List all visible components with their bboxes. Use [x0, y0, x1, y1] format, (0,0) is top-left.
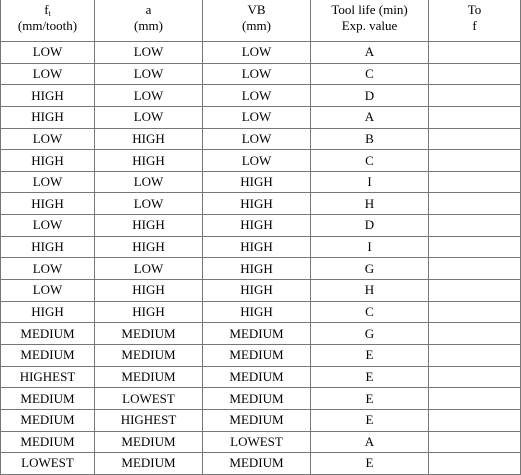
cell-depth: HIGH	[95, 280, 203, 302]
cell-extra	[429, 171, 521, 193]
cell-feed: LOW	[1, 63, 95, 85]
cell-flank-wear: MEDIUM	[203, 388, 311, 410]
cell-extra	[429, 409, 521, 431]
table-row	[1, 63, 521, 85]
cell-depth: HIGH	[95, 236, 203, 258]
cell-tool-life: E	[311, 409, 429, 431]
header-truncated-title: To	[467, 2, 482, 17]
cell-feed: HIGH	[1, 301, 95, 323]
cell-depth: HIGH	[95, 301, 203, 323]
header-feed	[1, 0, 95, 42]
header-flank-wear-symbol: VB	[247, 2, 266, 17]
cell-feed: LOW	[1, 215, 95, 237]
cell-extra	[429, 344, 521, 366]
cell-extra	[429, 388, 521, 410]
cell-extra	[429, 215, 521, 237]
table-row	[1, 388, 521, 410]
header-feed-subscript: t	[48, 9, 51, 18]
cell-depth: LOW	[95, 258, 203, 280]
table-row	[1, 366, 521, 388]
header-tool-life-subtitle: Exp. value	[341, 18, 398, 33]
table-row	[1, 171, 521, 193]
cell-flank-wear: HIGH	[203, 193, 311, 215]
header-truncated	[429, 0, 521, 42]
cell-depth: LOW	[95, 63, 203, 85]
header-depth-unit: (mm)	[134, 18, 163, 33]
table-row	[1, 85, 521, 107]
cell-flank-wear: LOW	[203, 150, 311, 172]
cell-extra	[429, 280, 521, 302]
cell-depth: LOW	[95, 171, 203, 193]
cell-depth: HIGH	[95, 215, 203, 237]
cell-extra	[429, 431, 521, 453]
header-feed-symbol: f	[44, 2, 49, 17]
cell-depth: LOWEST	[95, 388, 203, 410]
header-tool-life-title: Tool life (min)	[331, 2, 408, 17]
cell-extra	[429, 85, 521, 107]
table-row	[1, 344, 521, 366]
header-row	[1, 0, 521, 42]
cell-depth: MEDIUM	[95, 344, 203, 366]
cell-tool-life: G	[311, 258, 429, 280]
cell-tool-life: C	[311, 301, 429, 323]
cell-flank-wear: LOW	[203, 128, 311, 150]
header-depth-symbol: a	[145, 2, 152, 17]
cell-flank-wear: LOW	[203, 42, 311, 64]
cell-flank-wear: HIGH	[203, 171, 311, 193]
table-row	[1, 236, 521, 258]
cell-extra	[429, 42, 521, 64]
cell-flank-wear: HIGH	[203, 301, 311, 323]
table-row	[1, 193, 521, 215]
cell-feed: LOW	[1, 42, 95, 64]
cell-depth: HIGHEST	[95, 409, 203, 431]
header-flank-wear	[203, 0, 311, 42]
cell-feed: LOWEST	[1, 453, 95, 475]
cell-tool-life: D	[311, 85, 429, 107]
cell-feed: LOW	[1, 171, 95, 193]
cell-feed: HIGH	[1, 106, 95, 128]
cell-feed: LOW	[1, 258, 95, 280]
table-row	[1, 258, 521, 280]
cell-feed: HIGH	[1, 85, 95, 107]
cell-flank-wear: MEDIUM	[203, 344, 311, 366]
table-row	[1, 409, 521, 431]
cell-tool-life: G	[311, 323, 429, 345]
cell-tool-life: C	[311, 150, 429, 172]
cell-tool-life: I	[311, 236, 429, 258]
cell-feed: MEDIUM	[1, 388, 95, 410]
cell-depth: HIGH	[95, 150, 203, 172]
cell-depth: MEDIUM	[95, 323, 203, 345]
cell-extra	[429, 193, 521, 215]
cell-depth: LOW	[95, 42, 203, 64]
cell-feed: HIGH	[1, 236, 95, 258]
cell-feed: MEDIUM	[1, 323, 95, 345]
cell-tool-life: A	[311, 42, 429, 64]
cell-extra	[429, 366, 521, 388]
cell-tool-life: C	[311, 63, 429, 85]
cell-feed: LOW	[1, 280, 95, 302]
cell-tool-life: D	[311, 215, 429, 237]
cell-feed: HIGH	[1, 193, 95, 215]
cell-tool-life: E	[311, 388, 429, 410]
cell-feed: MEDIUM	[1, 344, 95, 366]
table-row	[1, 453, 521, 475]
cell-extra	[429, 63, 521, 85]
cell-feed: MEDIUM	[1, 431, 95, 453]
cell-tool-life: E	[311, 453, 429, 475]
cell-feed: HIGHEST	[1, 366, 95, 388]
cell-flank-wear: HIGH	[203, 280, 311, 302]
cell-flank-wear: LOWEST	[203, 431, 311, 453]
cell-tool-life: A	[311, 106, 429, 128]
cell-feed: LOW	[1, 128, 95, 150]
cell-extra	[429, 453, 521, 475]
table-row	[1, 128, 521, 150]
cell-flank-wear: HIGH	[203, 236, 311, 258]
cell-tool-life: A	[311, 431, 429, 453]
cell-depth: MEDIUM	[95, 453, 203, 475]
header-feed-unit: (mm/tooth)	[17, 18, 78, 33]
cell-flank-wear: MEDIUM	[203, 453, 311, 475]
cell-flank-wear: HIGH	[203, 215, 311, 237]
cell-tool-life: E	[311, 344, 429, 366]
cell-depth: LOW	[95, 106, 203, 128]
cell-extra	[429, 258, 521, 280]
cell-feed: MEDIUM	[1, 409, 95, 431]
header-depth	[95, 0, 203, 42]
table-row	[1, 323, 521, 345]
cell-extra	[429, 236, 521, 258]
cell-flank-wear: MEDIUM	[203, 323, 311, 345]
table-row	[1, 301, 521, 323]
cell-tool-life: E	[311, 366, 429, 388]
cell-tool-life: H	[311, 280, 429, 302]
table-header	[1, 0, 521, 42]
table-row	[1, 106, 521, 128]
cell-flank-wear: HIGH	[203, 258, 311, 280]
cell-tool-life: H	[311, 193, 429, 215]
cell-tool-life: I	[311, 171, 429, 193]
table-body	[1, 42, 521, 475]
cell-flank-wear: MEDIUM	[203, 366, 311, 388]
table-row	[1, 42, 521, 64]
cell-extra	[429, 128, 521, 150]
cell-flank-wear: LOW	[203, 63, 311, 85]
cell-depth: MEDIUM	[95, 366, 203, 388]
cell-tool-life: B	[311, 128, 429, 150]
cell-extra	[429, 106, 521, 128]
cell-depth: LOW	[95, 193, 203, 215]
header-flank-wear-unit: (mm)	[242, 18, 271, 33]
cell-depth: MEDIUM	[95, 431, 203, 453]
cell-extra	[429, 150, 521, 172]
table-row	[1, 280, 521, 302]
cell-flank-wear: LOW	[203, 85, 311, 107]
header-tool-life	[311, 0, 429, 42]
table-row	[1, 215, 521, 237]
cell-extra	[429, 301, 521, 323]
cell-extra	[429, 323, 521, 345]
header-truncated-subtitle: f	[472, 18, 477, 33]
table-row	[1, 150, 521, 172]
cell-feed: HIGH	[1, 150, 95, 172]
table-row	[1, 431, 521, 453]
cell-depth: HIGH	[95, 128, 203, 150]
cell-flank-wear: LOW	[203, 106, 311, 128]
cell-flank-wear: MEDIUM	[203, 409, 311, 431]
cell-depth: LOW	[95, 85, 203, 107]
